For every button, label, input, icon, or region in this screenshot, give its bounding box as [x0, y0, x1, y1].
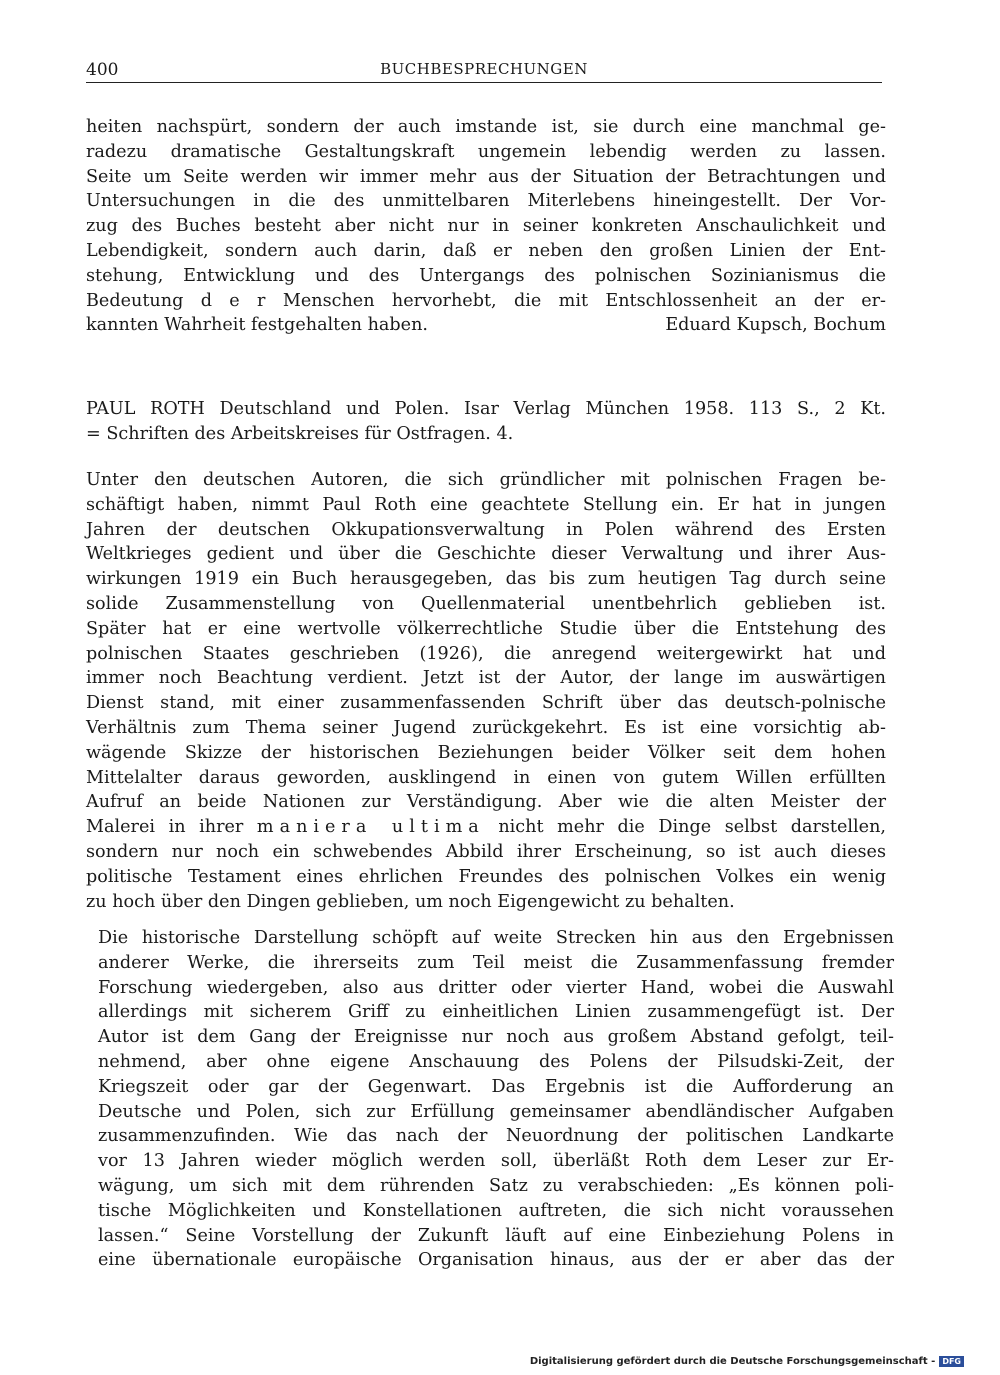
- review2-paragraph-2: [98, 926, 894, 1273]
- text-line: Forschung wiedergeben, also aus dritter oder vierter Hand, wobei die Auswahl: [98, 977, 894, 998]
- text-line: Autor ist dem Gang der Ereignisse nur noch aus großem Abstand gefolgt, teil-: [98, 1027, 894, 1048]
- text-line: Aufruf an beide Nationen zur Verständigung. Aber wie die alten Meister der: [86, 792, 886, 813]
- text-line: Seite um Seite werden wir immer mehr aus der Situation der Betrachtungen und: [86, 166, 886, 187]
- text-line: sondern nur noch ein schwebendes Abbild ihrer Erscheinung, so ist auch dieses: [86, 841, 886, 862]
- emphasized-term: maniera ultima: [256, 817, 485, 838]
- text-line: Mittelalter daraus geworden, ausklingend in einen von gutem Willen erfüllten: [86, 767, 886, 788]
- dfg-logo: DFG: [939, 1356, 964, 1367]
- reviewer-signature: Eduard Kupsch, Bochum: [665, 315, 886, 336]
- review2-bibliographic-heading: [86, 397, 886, 447]
- text-line: zu hoch über den Dingen geblieben, um noch Eigengewicht zu behalten.: [86, 891, 735, 912]
- text-line: Deutsche und Polen, sich zur Erfüllung gemeinsamer abendländischer Aufgaben: [98, 1101, 894, 1122]
- text-line: Kriegszeit oder gar der Gegenwart. Das Ergebnis ist die Aufforderung an: [98, 1076, 894, 1097]
- text-line-maniera: [86, 815, 886, 840]
- text-line-content: kannten Wahrheit festgehalten haben.: [86, 315, 429, 336]
- text-line: nehmend, aber ohne eigene Anschauung des Polens der Pilsudski-Zeit, der: [98, 1051, 894, 1072]
- text-fragment: nicht mehr die Dinge selbst darstellen,: [484, 817, 887, 838]
- text-line: Die historische Darstellung schöpft auf weite Strecken hin aus den Ergebnissen: [98, 928, 894, 948]
- text-line: politische Testament eines ehrlichen Freundes des polnischen Volkes ein wenig: [86, 866, 886, 887]
- running-title: BUCHBESPRECHUNGEN: [380, 60, 588, 78]
- text-line: immer noch Beachtung verdient. Jetzt ist der Autor, der lange im auswärtigen: [86, 668, 886, 689]
- text-line: stehung, Entwicklung und des Untergangs des polnischen Sozinianismus die: [86, 265, 886, 286]
- text-line: heiten nachspürt, sondern der auch imstande ist, sie durch eine manchmal ge-: [86, 117, 886, 137]
- digitization-credit: [530, 1356, 964, 1367]
- text-line: Untersuchungen in die des unmittelbaren Miterlebens hineingestellt. Der Vor-: [86, 191, 886, 212]
- text-line: wägende Skizze der historischen Beziehungen beider Völker seit dem hohen: [86, 742, 886, 763]
- text-line: allerdings mit sicherem Griff zu einheitlichen Linien zusammengefügt ist. Der: [98, 1002, 894, 1023]
- text-line: Später hat er eine wertvolle völkerrechtliche Studie über die Entstehung des: [86, 618, 886, 639]
- text-line: Jahren der deutschen Okkupationsverwaltung in Polen während des Ersten: [86, 519, 886, 540]
- text-line: vor 13 Jahren wieder möglich werden soll, überläßt Roth dem Leser zur Er-: [98, 1151, 894, 1172]
- text-fragment: Malerei in ihrer: [86, 817, 257, 838]
- text-line: wirkungen 1919 ein Buch herausgegeben, das bis zum heutigen Tag durch seine: [86, 569, 886, 590]
- text-line-with-signature: [86, 313, 886, 338]
- page-header: [86, 60, 882, 83]
- text-line: zusammenzufinden. Wie das nach der Neuordnung der politischen Landkarte: [98, 1126, 894, 1147]
- text-line: Weltkrieges gedient und über die Geschichte dieser Verwaltung und ihrer Aus-: [86, 544, 886, 565]
- review1-paragraph: [86, 115, 886, 338]
- heading-line: PAUL ROTH Deutschland und Polen. Isar Verlag München 1958. 113 S., 2 Kt.: [86, 399, 886, 419]
- text-line: Unter den deutschen Autoren, die sich gründlicher mit polnischen Fragen be-: [86, 470, 886, 490]
- text-line: radezu dramatische Gestaltungskraft ungemein lebendig werden zu lassen.: [86, 141, 886, 162]
- page-number: 400: [86, 60, 119, 80]
- text-line: schäftigt haben, nimmt Paul Roth eine geachtete Stellung ein. Er hat in jungen: [86, 494, 886, 515]
- text-line: polnischen Staates geschrieben (1926), die anregend weitergewirkt hat und: [86, 643, 886, 664]
- text-line: lassen.“ Seine Vorstellung der Zukunft läuft auf eine Einbeziehung Polens in: [98, 1225, 894, 1246]
- text-line: eine übernationale europäische Organisation hinaus, aus der er aber das der: [98, 1250, 894, 1271]
- text-line: solide Zusammenstellung von Quellenmaterial unentbehrlich geblieben ist.: [86, 593, 886, 614]
- text-line: tische Möglichkeiten und Konstellationen auftreten, die sich nicht voraussehen: [98, 1200, 894, 1221]
- heading-line: = Schriften des Arbeitskreises für Ostfragen. 4.: [86, 423, 514, 444]
- credit-text: Digitalisierung gefördert durch die Deutsche Forschungsgemeinschaft -: [529, 1356, 936, 1367]
- text-line: anderer Werke, die ihrerseits zum Teil meist die Zusammenfassung fremder: [98, 952, 894, 973]
- text-line: wägung, um sich mit dem rührenden Satz zu verabschieden: „Es können poli-: [98, 1175, 894, 1196]
- text-line: zug des Buches besteht aber nicht nur in seiner konkreten Anschaulichkeit und: [86, 216, 886, 237]
- review2-paragraph-1: [86, 468, 886, 914]
- text-line: Dienst stand, mit einer zusammenfassenden Schrift über das deutsch-polnische: [86, 693, 886, 714]
- text-line: Verhältnis zum Thema seiner Jugend zurückgekehrt. Es ist eine vorsichtig ab-: [86, 717, 886, 738]
- text-line: Lebendigkeit, sondern auch darin, daß er neben den großen Linien der Ent-: [86, 240, 886, 261]
- text-line: Bedeutung d e r Menschen hervorhebt, die mit Entschlossenheit an der er-: [86, 290, 886, 311]
